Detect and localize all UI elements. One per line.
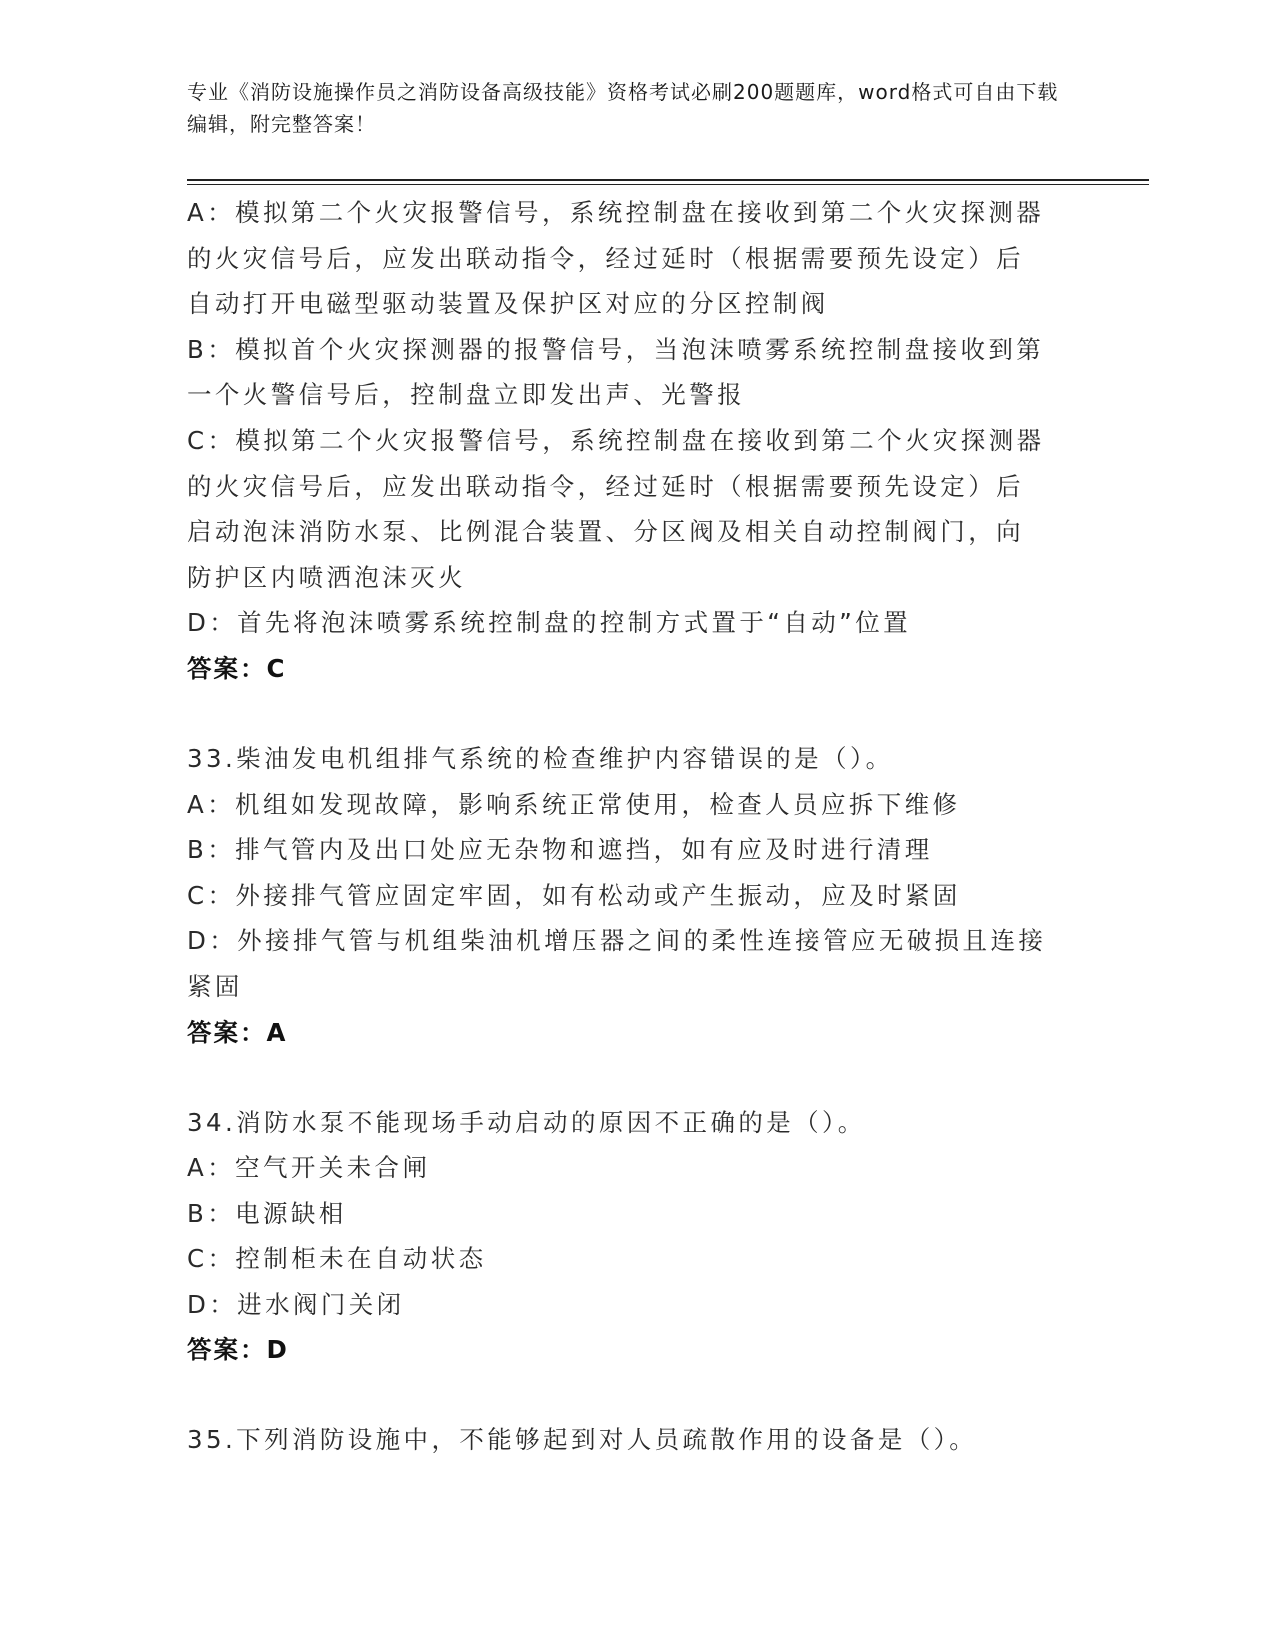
spacer xyxy=(187,692,1087,736)
answer-label: 答案：D xyxy=(187,1335,289,1365)
spacer xyxy=(187,1373,1087,1417)
spacer xyxy=(187,1056,1087,1100)
question-34 xyxy=(187,1100,1087,1374)
header-divider-thin xyxy=(187,184,1149,185)
document-header: 专业《消防设施操作员之消防设备高级技能》资格考试必刷200题题库，word格式可自由下载编辑，附完整答案！ xyxy=(187,80,1059,136)
option-c: C：外接排气管应固定牢固，如有松动或产生振动，应及时紧固 xyxy=(187,880,961,910)
option-b: B：电源缺相 xyxy=(187,1198,347,1228)
answer-label: 答案：C xyxy=(187,653,287,683)
question-35 xyxy=(187,1417,1087,1463)
option-d-line-1: D：外接排气管与机组柴油机增压器之间的柔性连接管应无破损且连接 xyxy=(187,926,1047,956)
option-c-line-4: 防护区内喷洒泡沫灭火 xyxy=(187,562,466,592)
question-stem: 33.柴油发电机组排气系统的检查维护内容错误的是（）。 xyxy=(187,743,894,773)
option-a-line-2: 的火灾信号后，应发出联动指令，经过延时（根据需要预先设定）后 xyxy=(187,243,1024,273)
question-content xyxy=(187,190,1087,1463)
option-c-line-3: 启动泡沫消防水泵、比例混合装置、分区阀及相关自动控制阀门，向 xyxy=(187,517,1024,547)
question-stem: 35.下列消防设施中，不能够起到对人员疏散作用的设备是（）。 xyxy=(187,1425,978,1455)
option-c-line-1: C：模拟第二个火灾报警信号，系统控制盘在接收到第二个火灾探测器 xyxy=(187,425,1045,455)
question-stem: 34.消防水泵不能现场手动启动的原因不正确的是（）。 xyxy=(187,1107,866,1137)
option-c: C：控制柜未在自动状态 xyxy=(187,1244,487,1274)
option-a-line-1: A：模拟第二个火灾报警信号，系统控制盘在接收到第二个火灾探测器 xyxy=(187,198,1045,227)
option-d: D：进水阀门关闭 xyxy=(187,1289,405,1319)
option-d-line-2: 紧固 xyxy=(187,971,243,1001)
option-c-line-2: 的火灾信号后，应发出联动指令，经过延时（根据需要预先设定）后 xyxy=(187,471,1024,501)
option-d-line-1: D：首先将泡沫喷雾系统控制盘的控制方式置于“自动”位置 xyxy=(187,608,912,638)
option-a: A：机组如发现故障，影响系统正常使用，检查人员应拆下维修 xyxy=(187,789,961,819)
answer-label: 答案：A xyxy=(187,1017,288,1047)
option-b-line-1: B：模拟首个火灾探测器的报警信号，当泡沫喷雾系统控制盘接收到第 xyxy=(187,334,1045,364)
question-33 xyxy=(187,736,1087,1056)
option-b: B：排气管内及出口处应无杂物和遮挡，如有应及时进行清理 xyxy=(187,835,933,865)
question-32-options xyxy=(187,190,1087,692)
option-a: A：空气开关未合闸 xyxy=(187,1153,431,1183)
option-b-line-2: 一个火警信号后，控制盘立即发出声、光警报 xyxy=(187,380,745,410)
header-divider-thick xyxy=(187,179,1149,181)
option-a-line-3: 自动打开电磁型驱动装置及保护区对应的分区控制阀 xyxy=(187,289,829,319)
